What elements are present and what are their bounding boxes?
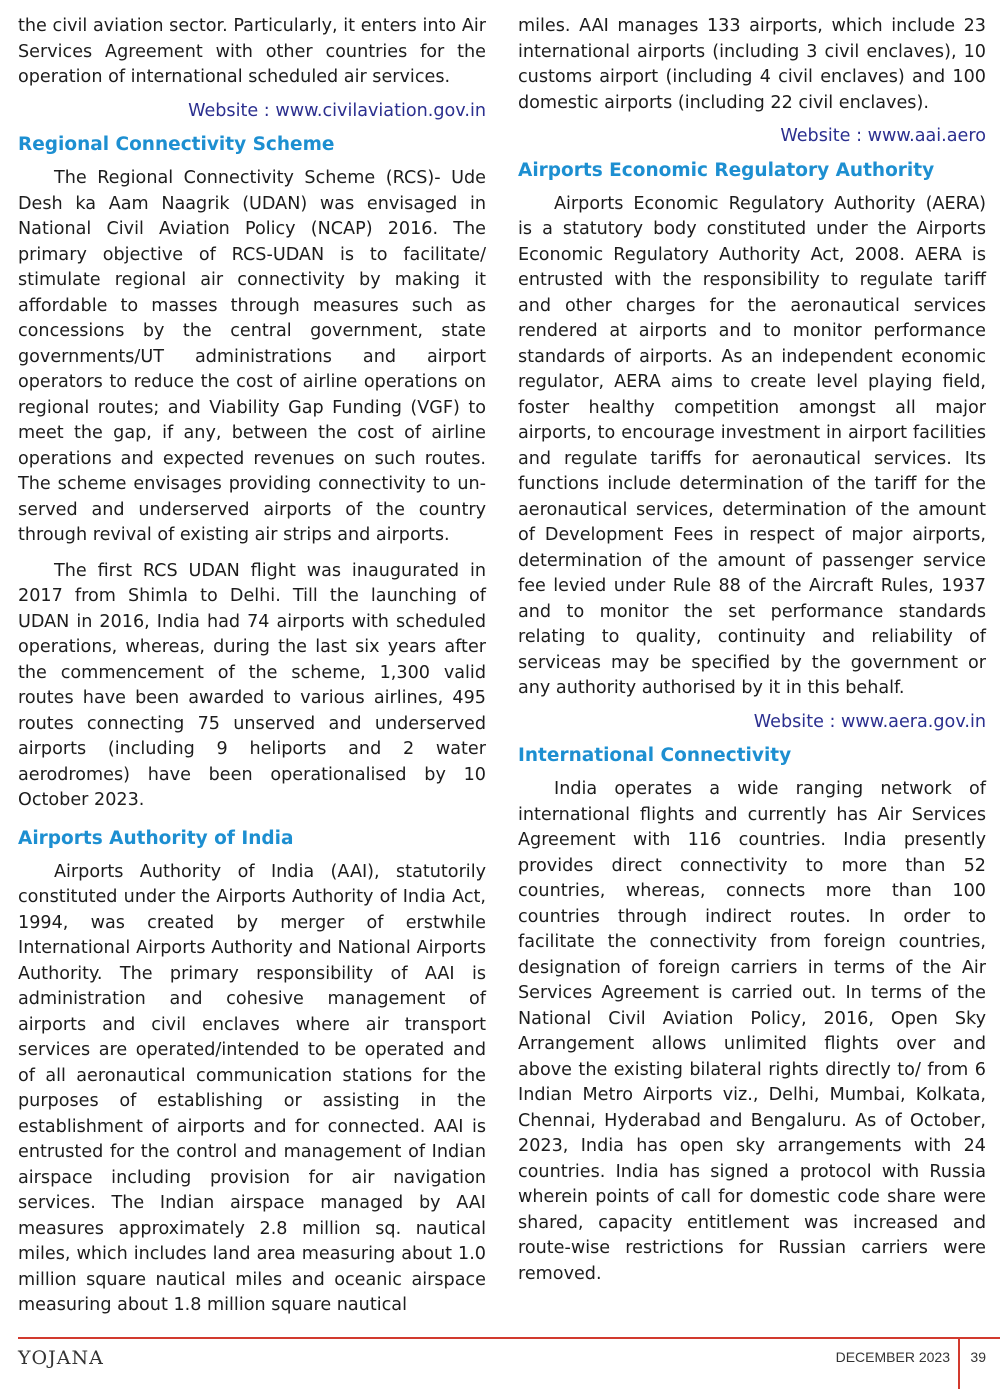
aera-paragraph: Airports Economic Regulatory Authority (AERA) is a statutory body constituted under the Airports Economic Regulatory Authority Act, 2008. AERA is entrusted with the responsibility to regulate tariff and other charges for the aeronautical services rendered at airports and to monitor performance standards of airports. As an independent economic regulator, AERA aims to create level playing field, foster healthy competition amongst all major airports, to encourage investment in airport facilities and regulate tariffs for aeronautical services. Its functions include determination of the tariff for the aeronautical services, determination of the amount of Development Fees in respect of major airports, determination of the amount of passenger service fee levied under Rule 88 of the Aircraft Rules, 1937 and to monitor the set performance standards relating to quality, continuity and reliability of serviceas may be specified by the government or any authority authorised by it in this behalf.: [518, 193, 986, 698]
page-footer: [18, 1337, 1000, 1389]
international-heading: International Connectivity: [518, 745, 792, 766]
aera-heading: Airports Economic Regulatory Authority: [518, 159, 935, 181]
footer-divider: [958, 1337, 960, 1389]
aai-paragraph: Airports Authority of India (AAI), statutorily constituted under the Airports Authority of India Act, 1994, was created by merger of erstwhile International Airports Authority and National Airports Authority. The primary responsibility of AAI is administration and cohesive management of airports and civil enclaves where air transport services are operated/intended to be operated and of all aeronautical communication stations for the purposes of establishing or assisting in the establishment of airports and for connected. AAI is entrusted for the control and management of Indian airspace including provision for air navigation services. The Indian airspace managed by AAI measures approximately 2.8 million sq. nautical miles, which includes land area measuring about 1.0 million square nautical miles and oceanic airspace measuring about 1.8 million square nautical: [18, 861, 486, 1315]
aai-heading: Airports Authority of India: [18, 827, 294, 849]
left-column: [18, 14, 486, 1319]
aera-website-link[interactable]: Website : www.aera.gov.in: [753, 711, 986, 732]
rcs-paragraph-2: The first RCS UDAN flight was inaugurated in 2017 from Shimla to Delhi. Till the launching of UDAN in 2016, India had 74 airports with scheduled operations, whereas, during the last six years after the commencement of the scheme, 1,300 valid routes have been awarded to various airlines, 495 routes connecting 75 unserved and underserved airports (including 9 heliports and 2 water aerodromes) have been operationalised by 10 October 2023.: [18, 560, 486, 810]
civil-aviation-website-link[interactable]: Website : www.civilaviation.gov.in: [188, 100, 486, 121]
footer-brand: YOJANA: [18, 1347, 104, 1369]
aai-website-link[interactable]: Website : www.aai.aero: [780, 126, 986, 146]
right-column: [518, 14, 986, 1287]
rcs-paragraph-1: The Regional Connectivity Scheme (RCS)- Ude Desh ka Aam Naagrik (UDAN) was envisaged in National Civil Aviation Policy (NCAP) 2016. The primary objective of RCS-UDAN is to facilitate/ stimulate regional air connectivity by making it affordable to masses through measures such as concessions by the central government, state governments/UT administrations and airport operators to reduce the cost of airline operations on regional routes; and Viability Gap Funding (VGF) to meet the gap, if any, between the cost of airline operations and expected revenues on such routes. The scheme envisages providing connectivity to un-served and underserved airports of the country through revival of existing air strips and airports.: [18, 168, 486, 545]
page-number: 39: [970, 1349, 986, 1365]
intro-paragraph: the civil aviation sector. Particularly, it enters into Air Services Agreement with other countries for the operation of international scheduled air services.: [18, 16, 486, 87]
international-paragraph: India operates a wide ranging network of international flights and currently has Air Services Agreement with 116 countries. India presently provides direct connectivity to more than 52 countries, whereas, connects more than 100 countries through indirect routes. In order to facilitate the connectivity from foreign countries, designation of foreign carriers in terms of the Air Services Agreement is carried out. In terms of the National Civil Aviation Policy, 2016, Open Sky Arrangement allows unlimited flights over and above the existing bilateral rights directly to/ from 6 Indian Metro Airports viz., Delhi, Mumbai, Kolkata, Chennai, Hyderabad and Bengaluru. As of October, 2023, India has open sky arrangements with 24 countries. India has signed a protocol with Russia wherein points of call for domestic code share were shared, capacity entitlement was increased and route-wise restrictions for Russian carriers were removed.: [518, 779, 986, 1284]
footer-date: DECEMBER 2023: [835, 1349, 950, 1365]
footer-rule: [18, 1337, 1000, 1339]
aai-paragraph-continued: miles. AAI manages 133 airports, which include 23 international airports (including 3 civil enclaves), 10 customs airport (including 4 civil enclaves) and 100 domestic airports (including 22 civil enclaves).: [518, 16, 986, 113]
rcs-heading: Regional Connectivity Scheme: [18, 134, 335, 155]
